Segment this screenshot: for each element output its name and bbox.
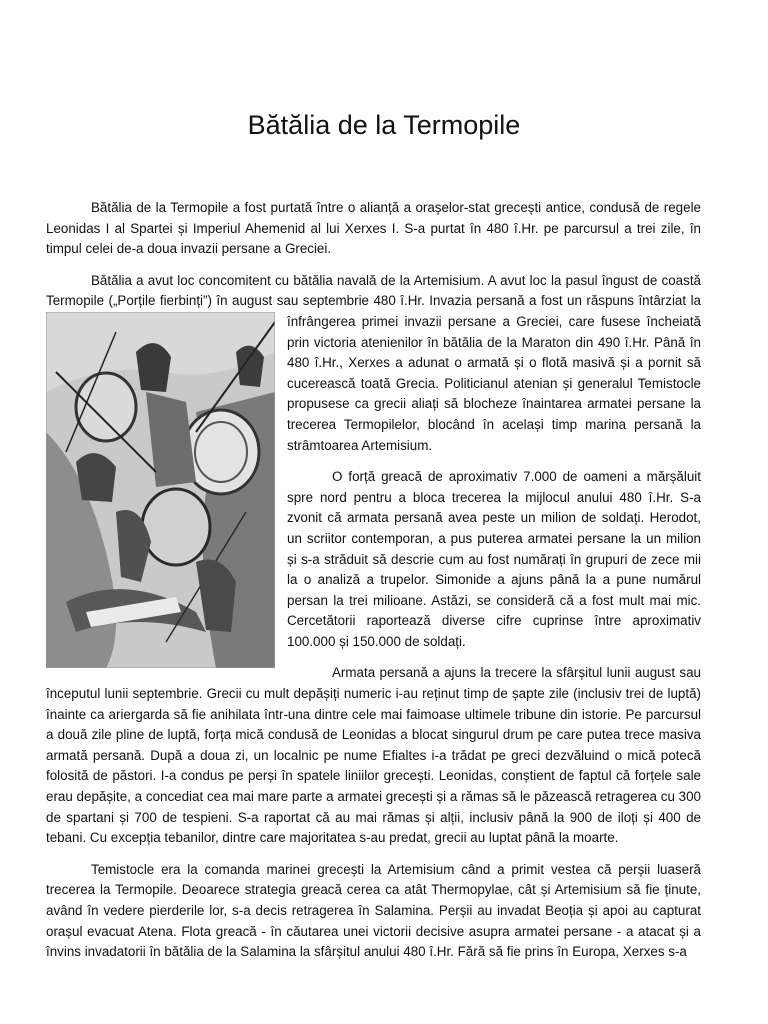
document-body <box>46 198 701 963</box>
battle-illustration <box>46 312 275 668</box>
paragraph-2-text-start: Bătălia a avut loc concomitent cu bătălia navală de la Artemisium. A avut loc la pasul îngust de coastă Termopile („Porțile fierbinți”) în august sau septembrie 480 î.Hr. Invazia persană a fost un răspuns întârziat la <box>46 272 701 309</box>
paragraph-4: Armata persană a ajuns la trecere la sfârșitul lunii august sau începutul lunii septembrie. Grecii cu mult depășiți numeric i-au reținut timp de șapte zile (inclusiv trei de luptă) înainte ca ariergarda să fie anihilata într-una dintre cele mai faimoase ultimele tribune din istorie. Pe parcursul a două zile pline de luptă, forța mică condusă de Leonidas a blocat singurul drum pe care putea trece masiva armată persană. După a doua zi, un localnic pe nume Efialtes i-a trădat pe greci dezvăluind o mică potecă folosită de păstori. I-a condus pe perși în spatele liniilor grecești. Leonidas, conștient de faptul că forțele sale erau depășite, a concediat cea mai mare parte a armatei grecești și a rămas să le păzească retragerea cu 300 de spartani și 700 de tespieni. S-a raportat că au mai rămas și alții, inclusiv până la 900 de iloți și 400 de tebani. Cu excepția tebanilor, dintre care majoritatea s-au predat, grecii au luptat până la moarte. <box>46 665 701 846</box>
paragraph-3: O forță greacă de aproximativ 7.000 de oameni a mărșăluit spre nord pentru a bloca trecerea la mijlocul anului 480 î.Hr. S-a zvonit că armata persană avea peste un milion de soldați. Herodot, un scriitor contemporan, a pus puterea armatei persane la un milion și s-a străduit să descrie cum au fost numărați în grupuri de zece mii la o analiză a trupelor. Simonide a ajuns până la a pune numărul persan la trei milioane. Astăzi, se consideră că a fost mult mai mic. Cercetătorii raportează diverse cifre cuprinse între aproximativ 100.000 și 150.000 de soldați. <box>287 469 701 649</box>
paragraph-5: Temistocle era la comanda marinei grecești la Artemisium când a primit vestea că perșii luaseră trecerea la Termopile. Deoarece strategia greacă cerea ca atât Thermopylae, cât și Artemisium să fie ținute, având în vedere pierderile lor, s-a decis retragerea în Salamina. Perșii au invadat Beoția și apoi au capturat orașul evacuat Atena. Flota greacă - în căutarea unei victorii decisive asupra armatei persane - a atacat și a învins invadatorii în bătălia de la Salamina la sfârșitul anului 480 î.Hr. Fără să fie prins în Europa, Xerxes s-a <box>46 861 701 960</box>
battle-engraving <box>46 312 275 668</box>
paragraph-2 <box>46 271 701 456</box>
paragraph-2-text-rest: înfrângerea primei invazii persane a Greciei, care fusese încheiată prin victoria atenienilor în bătălia de la Maraton din 490 î.Hr. Până în 480 î.Hr., Xerxes a adunat o armată și o flotă masivă și a pornit să cucerească toată Grecia. Politicianul atenian și generalul Temistocle propusese ca grecii aliați să blocheze înaintarea armatei persane la trecerea Termopilelor, blocând în același timp marina persană la strâmtoarea Artemisium. <box>287 313 701 453</box>
paragraph-2-text <box>46 273 701 453</box>
paragraph-1: Bătălia de la Termopile a fost purtată între o alianță a orașelor-stat grecești antice, condusă de regele Leonidas I al Spartei și Imperiul Ahemenid al lui Xerxes I. S-a purtat în 480 î.Hr. pe parcursul a trei zile, în timpul celei de-a doua invazii persane a Greciei. <box>46 200 701 257</box>
document-title: Bătălia de la Termopile <box>247 110 521 140</box>
